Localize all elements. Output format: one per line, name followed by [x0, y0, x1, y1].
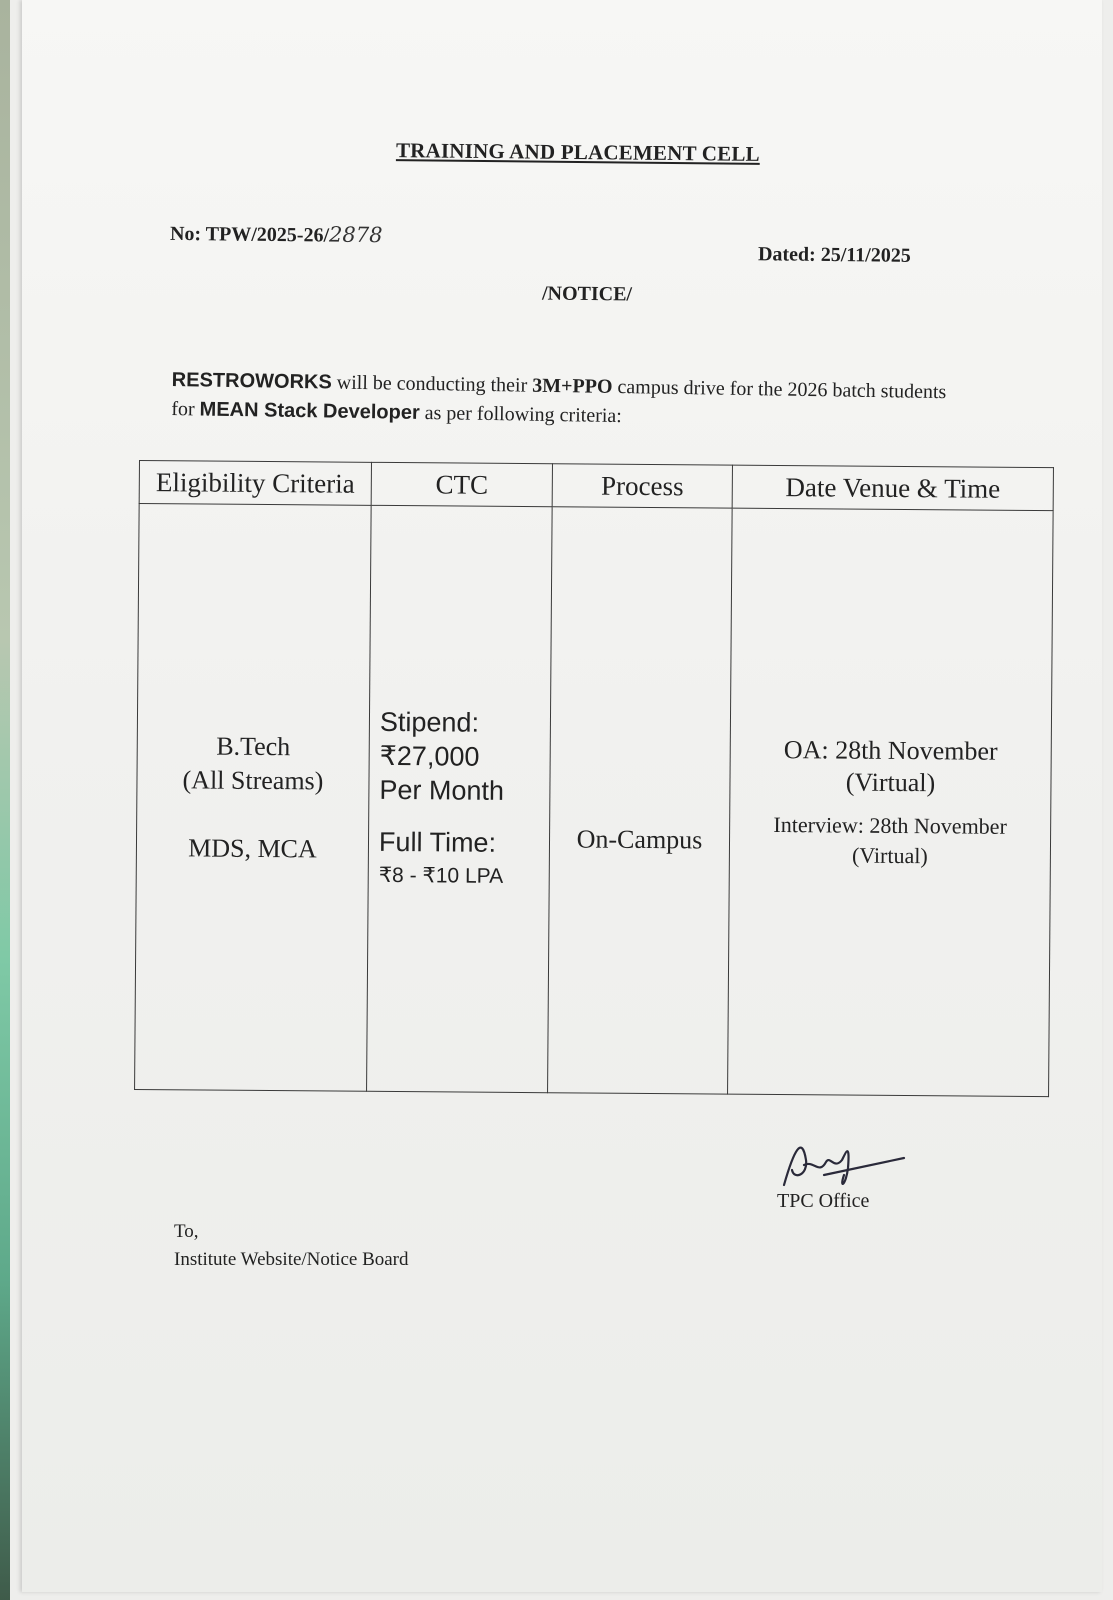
- table-header-row: [139, 461, 1053, 511]
- notice-paragraph: [171, 366, 972, 437]
- document-date: Dated: 25/11/2025: [757, 243, 911, 267]
- fulltime-label: Full Time:: [378, 826, 497, 858]
- notice-document: [22, 0, 1102, 1592]
- recipient-label: Institute Website/Notice Board: [174, 1249, 409, 1270]
- reference-handwritten-number: 2878: [328, 222, 383, 248]
- header-ctc: CTC: [371, 462, 552, 506]
- criteria-table-wrapper: [134, 460, 1053, 1097]
- eligibility-other-programs: MDS, MCA: [188, 832, 317, 863]
- oa-mode: (Virtual): [845, 767, 936, 797]
- header-eligibility: Eligibility Criteria: [139, 461, 371, 506]
- job-role: MEAN Stack Developer: [199, 398, 420, 424]
- header-process: Process: [552, 464, 732, 508]
- distribution-block: [174, 1218, 409, 1274]
- interview-mode: (Virtual): [851, 842, 928, 868]
- notice-label: /NOTICE/: [541, 282, 633, 306]
- criteria-table: [134, 460, 1054, 1097]
- header-date-venue-time: Date Venue & Time: [732, 465, 1053, 511]
- stipend-period: Per Month: [379, 774, 505, 806]
- eligibility-cell: [135, 504, 372, 1092]
- process-cell: On-Campus: [548, 507, 733, 1094]
- oa-date: OA: 28th November: [783, 734, 998, 766]
- document-heading: TRAINING AND PLACEMENT CELL: [395, 138, 760, 166]
- stipend-amount: ₹27,000: [379, 740, 480, 772]
- paragraph-text-3: as per following criteria:: [419, 401, 623, 428]
- fulltime-amount: ₹8 - ₹10 LPA: [378, 863, 504, 888]
- to-label: To,: [174, 1221, 199, 1242]
- reference-number: [170, 221, 383, 248]
- paragraph-text-1: will be conducting their: [331, 371, 533, 397]
- reference-prefix: No: TPW/2025-26/: [169, 222, 330, 247]
- schedule-cell: [728, 508, 1054, 1097]
- table-row: [135, 504, 1054, 1097]
- stipend-label: Stipend:: [379, 706, 480, 738]
- company-name: RESTROWORKS: [171, 368, 332, 394]
- signatory-label: TPC Office: [777, 1190, 870, 1212]
- drive-type: 3M+PPO: [532, 374, 613, 398]
- ctc-cell: [367, 505, 553, 1092]
- eligibility-streams: (All Streams): [182, 764, 324, 795]
- paragraph-text-2: campus drive for the 2026 batch students for: [171, 375, 947, 421]
- eligibility-degree: B.Tech: [216, 731, 291, 761]
- interview-date: Interview: 28th November: [773, 811, 1007, 839]
